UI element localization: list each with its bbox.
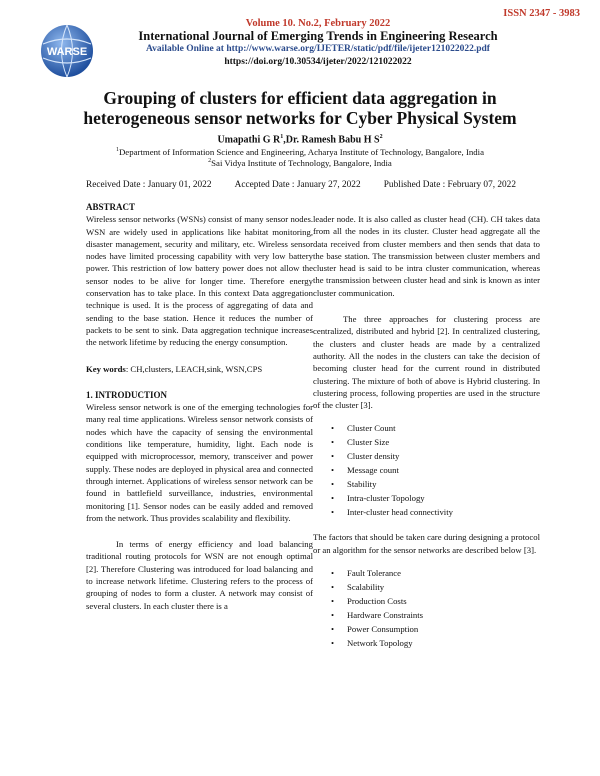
cluster-properties-list: [313, 421, 540, 519]
bullet-icon: •: [331, 624, 335, 635]
authors: [40, 134, 560, 145]
issn: ISSN 2347 - 3983: [503, 8, 580, 19]
list-item-text: Cluster Size: [347, 437, 390, 448]
bullet-icon: •: [331, 507, 335, 518]
list-item-text: Fault Tolerance: [347, 568, 401, 579]
bullet-icon: •: [331, 451, 335, 462]
title-line-1: Grouping of clusters for efficient data aggregation in: [103, 88, 497, 108]
bullet-icon: •: [331, 437, 335, 448]
affiliation-2: [40, 158, 560, 168]
intro-paragraph-2: In terms of energy efficiency and load balancing traditional routing protocols for WSN are not enough optimal [2]. Therefore Clustering was introduced for load balancing and to increase network lifetime. Clustering refers to the process of grouping of nodes to form a cluster. A network may consist of several clusters. In each cluster there is a: [86, 539, 313, 611]
author-1-sup: 1: [280, 134, 284, 140]
journal-header: [108, 17, 528, 69]
design-factors-list: [313, 566, 540, 650]
list-item: [331, 505, 540, 519]
author-2: ,Dr. Ramesh Babu H S: [283, 134, 380, 146]
journal-name: International Journal of Emerging Trends in Engineering Research: [138, 29, 498, 43]
bullet-icon: •: [331, 479, 335, 490]
affiliation-1-sup: 1: [115, 147, 119, 154]
list-item-text: Inter-cluster head connectivity: [347, 507, 453, 518]
affiliation-2-sup: 2: [208, 158, 212, 165]
affiliation-1-text: Department of Information Science and Engineering, Acharya Institute of Technology, Bangalore, India: [118, 147, 485, 157]
abstract-heading: ABSTRACT: [86, 202, 136, 212]
list-item: [331, 463, 540, 477]
dates-row: [86, 180, 516, 190]
affiliation-2-text: Sai Vidya Institute of Technology, Bangalore, India: [211, 158, 392, 168]
list-item-text: Message count: [347, 465, 399, 476]
received-date: Received Date : January 01, 2022: [86, 180, 212, 190]
right-paragraph-1: leader node. It is also called as cluster head (CH). CH takes data from all the nodes in its cluster. Cluster head aggregate all the data received from cluster members and then sends that data to the base station. The transmission between cluster members and cluster head is said to be intra cluster communication, whereas the transmission between cluster head and sink is known as inter cluster communication.: [313, 214, 540, 298]
list-item: [331, 435, 540, 449]
journal-logo: [38, 22, 96, 80]
list-item-text: Cluster density: [347, 451, 400, 462]
list-item-text: Scalability: [347, 582, 385, 593]
bullet-icon: •: [331, 582, 335, 593]
list-item: [331, 622, 540, 636]
bullet-icon: •: [331, 465, 335, 476]
logo-text: WARSE: [46, 46, 88, 58]
list-item: [331, 491, 540, 505]
bullet-icon: •: [331, 423, 335, 434]
list-item-text: Stability: [347, 479, 377, 490]
doi-link[interactable]: https://doi.org/10.30534/ijeter/2022/121022022: [224, 57, 412, 67]
list-item: [331, 421, 540, 435]
title-line-2: heterogeneous sensor networks for Cyber Physical System: [83, 108, 517, 128]
bullet-icon: •: [331, 493, 335, 504]
list-item: [331, 608, 540, 622]
keywords: [86, 363, 313, 375]
list-item-text: Network Topology: [347, 638, 413, 649]
author-1: Umapathi G R: [217, 134, 281, 146]
list-item-text: Hardware Constraints: [347, 610, 423, 621]
list-item-text: Intra-cluster Topology: [347, 493, 425, 504]
list-item-text: Cluster Count: [347, 423, 396, 434]
bullet-icon: •: [331, 610, 335, 621]
list-item-text: Production Costs: [347, 596, 407, 607]
affiliation-1: [40, 147, 560, 157]
intro-paragraph-1: Wireless sensor network is one of the emerging technologies for many real time applications. Wireless sensor network consists of nodes which have the capacity of sensing the environmental conditions like temperature, humidity, light. Each node is equipped with microprocessor, memory, transceiver and power supply. These nodes are deployed in physical area and connected through internet. Applications of wireless sensor network can be found in battlefield surveillance, industries, environmental monitoring [1]. Sensor nodes can be easily added and removed from the network. Thus provides scalability and flexibility.: [86, 402, 313, 523]
list-item: [331, 580, 540, 594]
volume-line: Volume 10. No.2, February 2022: [245, 18, 391, 29]
accepted-date: Accepted Date : January 27, 2022: [234, 180, 361, 190]
bullet-icon: •: [331, 596, 335, 607]
keywords-label: Key words: [86, 363, 126, 374]
right-paragraph-2: The three approaches for clustering process are centralized, distributed and hybrid [2]. In centralized clustering, the clusters and cluster heads are made by a centralized authority. All the nodes in the clusters can take the decision of becoming cluster head for the current round in distributed clustering. The mixture of both of above is Hybrid clustering. In clustering process, following properties are used in the structure of the cluster [3].: [313, 314, 540, 411]
published-date: Published Date : February 07, 2022: [383, 180, 516, 190]
list-item-text: Power Consumption: [347, 624, 419, 635]
paper-title: [40, 88, 560, 128]
right-paragraph-3: The factors that should be taken care during designing a protocol or an algorithm for the sensor networks are described below [3].: [313, 532, 540, 555]
list-item: [331, 449, 540, 463]
list-item: [331, 566, 540, 580]
list-item: [331, 636, 540, 650]
availability-link[interactable]: Available Online at http://www.warse.org/IJETER/static/pdf/file/ijeter121022022.pdf: [146, 44, 490, 54]
keywords-text: : CH,clusters, LEACH,sink, WSN,CPS: [125, 363, 263, 374]
list-item: [331, 477, 540, 491]
left-column: [86, 201, 313, 612]
bullet-icon: •: [331, 638, 335, 649]
list-item: [331, 594, 540, 608]
author-2-sup: 2: [379, 134, 383, 140]
bullet-icon: •: [331, 568, 335, 579]
abstract-text: Wireless sensor networks (WSNs) consist of many sensor nodes. WSN are widely used in applications like habitat monitoring, disaster management, security and military, etc. Wireless sensor nodes have limited processing capability with very low battery power. This restriction of low battery power does not allow the sensor nodes to be alive for longer time. Therefore energy conservation has to take place. In this context Data aggregation technique is used. It is the process of aggregating of data and sending to the base station. Hence it reduces the number of packets to be sent to sink. Data aggregation technique increases the network lifetime by reducing the energy consumption.: [86, 214, 313, 348]
introduction-heading: 1. INTRODUCTION: [86, 389, 168, 400]
right-column: [313, 213, 540, 662]
